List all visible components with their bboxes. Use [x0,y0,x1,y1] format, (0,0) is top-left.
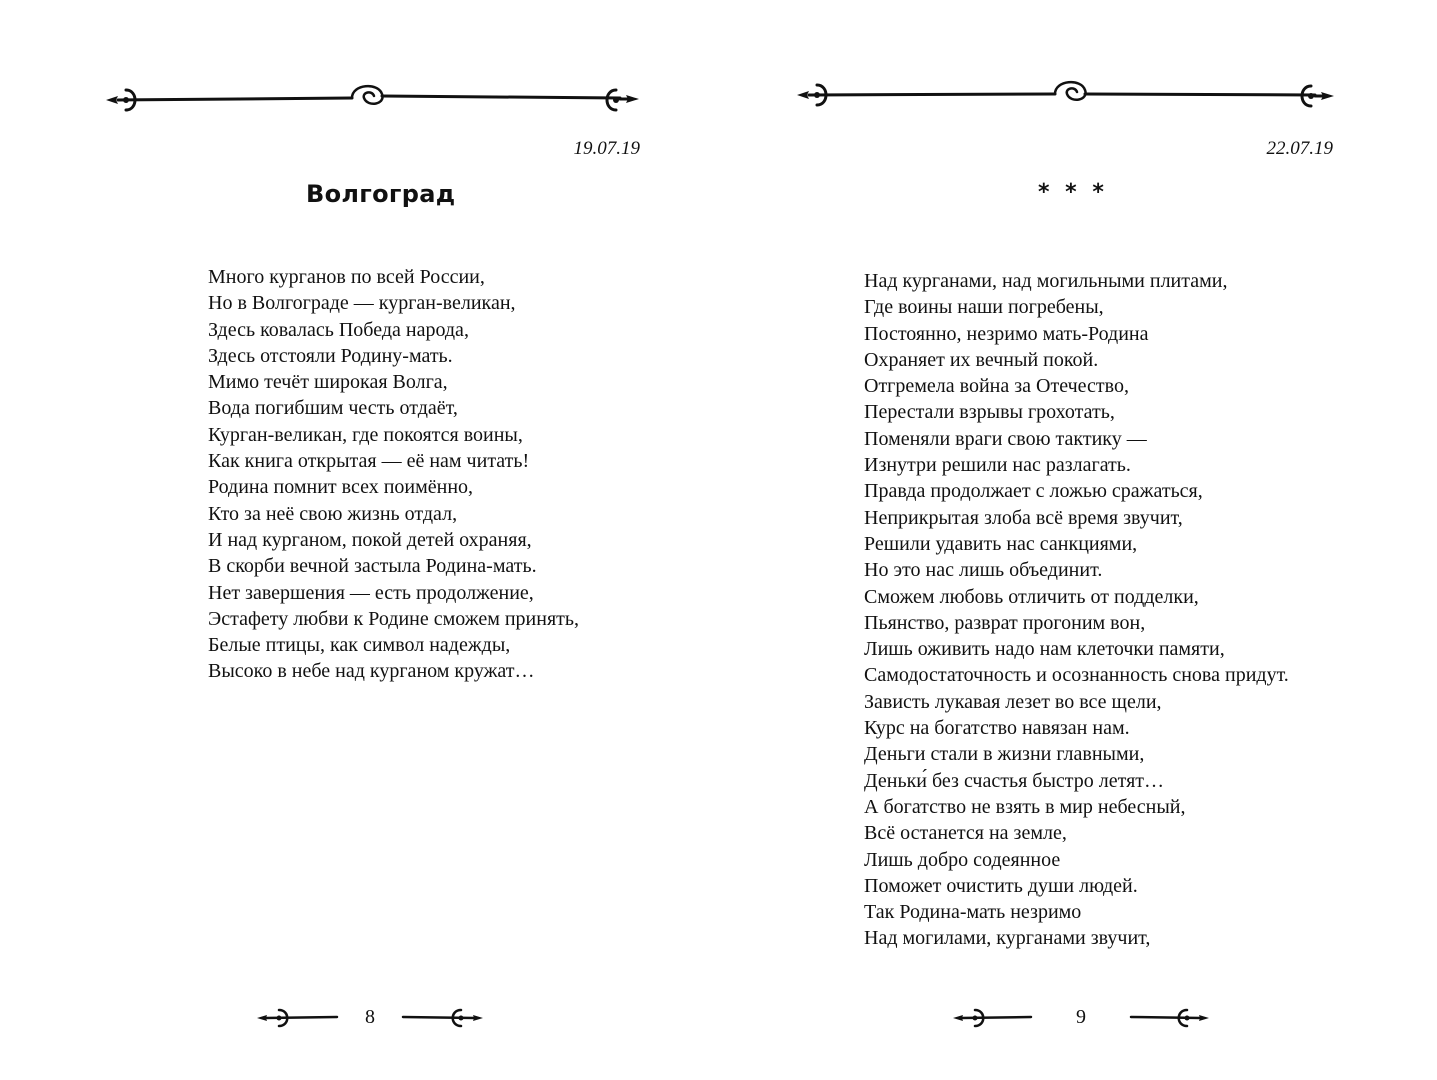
poem-date: 19.07.19 [573,138,640,159]
page-footer [255,1002,485,1032]
poem-body [864,268,1289,952]
footer-ornament-icon [1129,1005,1211,1029]
poem-line: И над курганом, покой детей охраняя, [208,528,532,551]
top-ornament-icon [100,78,645,118]
poem-line: Здесь ковалась Победа народа, [208,318,469,341]
poem-line: Зависть лукавая лезет во все щели, [864,690,1162,713]
poem-body [208,264,579,685]
poem-line: Нет завершения — есть продолжение, [208,581,534,604]
poem-line: Перестали взрывы грохотать, [864,401,1115,424]
poem-line: Решили удавить нас санкциями, [864,532,1138,555]
poem-line: Родина помнит всех поимённо, [208,476,474,499]
poem-line: В скорби вечной застыла Родина-мать. [208,555,537,578]
poem-line: Над курганами, над могильными плитами, [864,270,1228,292]
poem-line: Так Родина-мать незримо [864,901,1082,924]
poem-line: Постоянно, незримо мать-Родина [864,322,1149,345]
poem-line: Деньки́ без счастья быстро летят… [864,769,1165,792]
poem-line: Где воины наши погребены, [864,296,1104,319]
poem-line: Охраняет их вечный покой. [864,348,1099,371]
poem-line: Мимо течёт широкая Волга, [208,371,448,394]
poem-line: А богатство не взять в мир небесный, [864,795,1186,818]
page-number: 8 [365,1006,375,1028]
poem-line: Изнутри решили нас разлагать. [864,454,1131,477]
poem-line: Пьянство, разврат прогоним вон, [864,611,1146,634]
page-number: 9 [1076,1006,1086,1028]
poem-line: Много курганов по всей России, [208,266,485,288]
footer-ornament-icon [400,1005,485,1029]
right-page [718,0,1437,1080]
poem-line: Самодостаточность и осознанность снова придут. [864,664,1289,687]
poem-title: * * * [1038,180,1108,205]
poem-line: Кто за неё свою жизнь отдал, [208,502,458,525]
poem-line: Лишь добро содеянное [864,848,1061,871]
poem-line: Над могилами, курганами звучит, [864,927,1151,950]
poem-title: Волгоград [306,180,456,208]
poem-line: Белые птицы, как символ надежды, [208,634,511,657]
poem-line: Курс на богатство навязан нам. [864,717,1130,740]
poem-line: Лишь оживить надо нам клеточки памяти, [864,638,1225,661]
poem-line: Высоко в небе над курганом кружат… [208,660,535,683]
poem-line: Поменяли враги свою тактику — [864,427,1147,450]
poem-line: Но в Волгограде — курган-великан, [208,292,516,315]
poem-line: Поможет очистить души людей. [864,874,1138,897]
left-page [0,0,718,1080]
poem-line: Здесь отстояли Родину-мать. [208,344,453,367]
poem-line: Неприкрытая злоба всё время звучит, [864,506,1183,529]
poem-line: Всё останется на земле, [864,822,1067,845]
poem-date: 22.07.19 [1266,138,1333,159]
poem-line: Вода погибшим честь отдаёт, [208,397,458,420]
poem-line: Как книга открытая — её нам читать! [208,450,530,473]
poem-line: Сможем любовь отличить от подделки, [864,585,1199,608]
poem-line: Деньги стали в жизни главными, [864,743,1145,766]
poem-line: Правда продолжает с ложью сражаться, [864,480,1203,503]
poem-line: Но это нас лишь объединит. [864,559,1103,582]
poem-line: Эстафету любви к Родине сможем принять, [208,607,580,630]
poem-line: Отгремела война за Отечество, [864,375,1129,398]
page-footer [951,1002,1211,1032]
poem-line: Курган-великан, где покоятся воины, [208,423,523,446]
top-ornament-icon [793,72,1338,112]
